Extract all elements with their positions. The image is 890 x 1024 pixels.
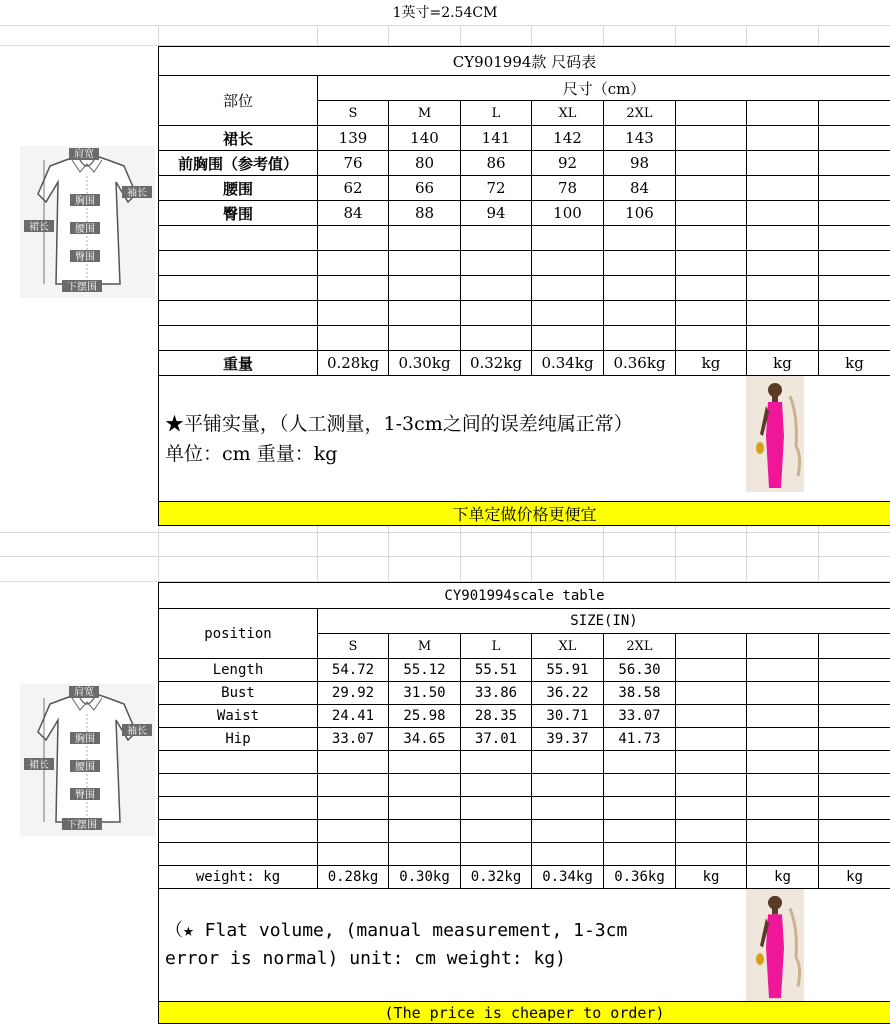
label-length: 裙长 <box>29 222 49 233</box>
size-m: M <box>389 634 461 659</box>
size-s: S <box>318 634 389 659</box>
measurement-note <box>159 889 890 1002</box>
label-hip: 臀围 <box>75 790 95 801</box>
label-waist: 腰围 <box>75 224 95 235</box>
size-2xl: 2XL <box>604 101 676 126</box>
table-row: Bust 29.92 31.50 33.86 36.22 38.58 <box>159 682 890 705</box>
table-title: CY901994款 尺码表 <box>159 47 890 76</box>
table-row: Length 54.72 55.12 55.51 55.91 56.30 <box>159 659 890 682</box>
table-row: Waist 24.41 25.98 28.35 30.71 33.07 <box>159 705 890 728</box>
label-shoulder: 肩宽 <box>74 687 94 698</box>
label-shoulder: 肩宽 <box>74 149 94 160</box>
size-chart-inches <box>158 582 890 1024</box>
label-length: 裙长 <box>29 760 49 771</box>
note-line-1: ★平铺实量，（人工测量，1-3cm之间的误差纯属正常） <box>165 412 633 435</box>
note-line-1: （★ Flat volume, (manual measurement, 1-3cm <box>165 920 628 941</box>
label-chest: 胸围 <box>75 734 95 745</box>
table-row: Hip 33.07 34.65 37.01 39.37 41.73 <box>159 728 890 751</box>
position-header: position <box>159 609 318 659</box>
table-row: 前胸围（参考值） 76 80 86 92 98 <box>159 151 890 176</box>
label-hip: 臀围 <box>75 252 95 263</box>
order-banner: 下单定做价格更便宜 <box>159 502 890 526</box>
dress-measurement-diagram-cn <box>20 146 155 298</box>
size-header: SIZE(IN) <box>318 609 890 634</box>
dress-measurement-diagram-en <box>20 684 155 836</box>
note-line-2: error is normal) unit: cm weight: kg) <box>165 948 566 969</box>
weight-row: weight: kg 0.28kg 0.30kg 0.32kg 0.34kg 0.36kg kg kg kg <box>159 866 890 889</box>
weight-row: 重量 0.28kg 0.30kg 0.32kg 0.34kg 0.36kg kg kg kg <box>159 351 890 376</box>
order-banner: (The price is cheaper to order) <box>159 1002 890 1024</box>
label-hem: 下摆围 <box>67 282 97 293</box>
size-xl: XL <box>532 634 604 659</box>
table-row: 裙长 139 140 141 142 143 <box>159 126 890 151</box>
size-xl: XL <box>532 101 604 126</box>
size-s: S <box>318 101 389 126</box>
unit-conversion-note: 1英寸=2.54CM <box>0 0 890 26</box>
size-chart-cm <box>158 46 890 526</box>
size-l: L <box>461 101 532 126</box>
table-row: 臀围 84 88 94 100 106 <box>159 201 890 226</box>
model-photo <box>746 889 804 1002</box>
model-photo <box>746 376 804 492</box>
label-waist: 腰围 <box>75 762 95 773</box>
size-l: L <box>461 634 532 659</box>
label-hem: 下摆围 <box>67 820 97 831</box>
size-header: 尺寸（cm） <box>318 76 890 101</box>
size-2xl: 2XL <box>604 634 676 659</box>
table-row: 腰围 62 66 72 78 84 <box>159 176 890 201</box>
label-chest: 胸围 <box>75 196 95 207</box>
table-title: CY901994scale table <box>159 583 890 609</box>
size-m: M <box>389 101 461 126</box>
label-sleeve: 袖长 <box>127 188 147 199</box>
note-line-2: 单位：cm 重量：kg <box>165 442 338 465</box>
position-header: 部位 <box>159 76 318 126</box>
label-sleeve: 袖长 <box>127 726 147 737</box>
measurement-note <box>159 376 890 502</box>
